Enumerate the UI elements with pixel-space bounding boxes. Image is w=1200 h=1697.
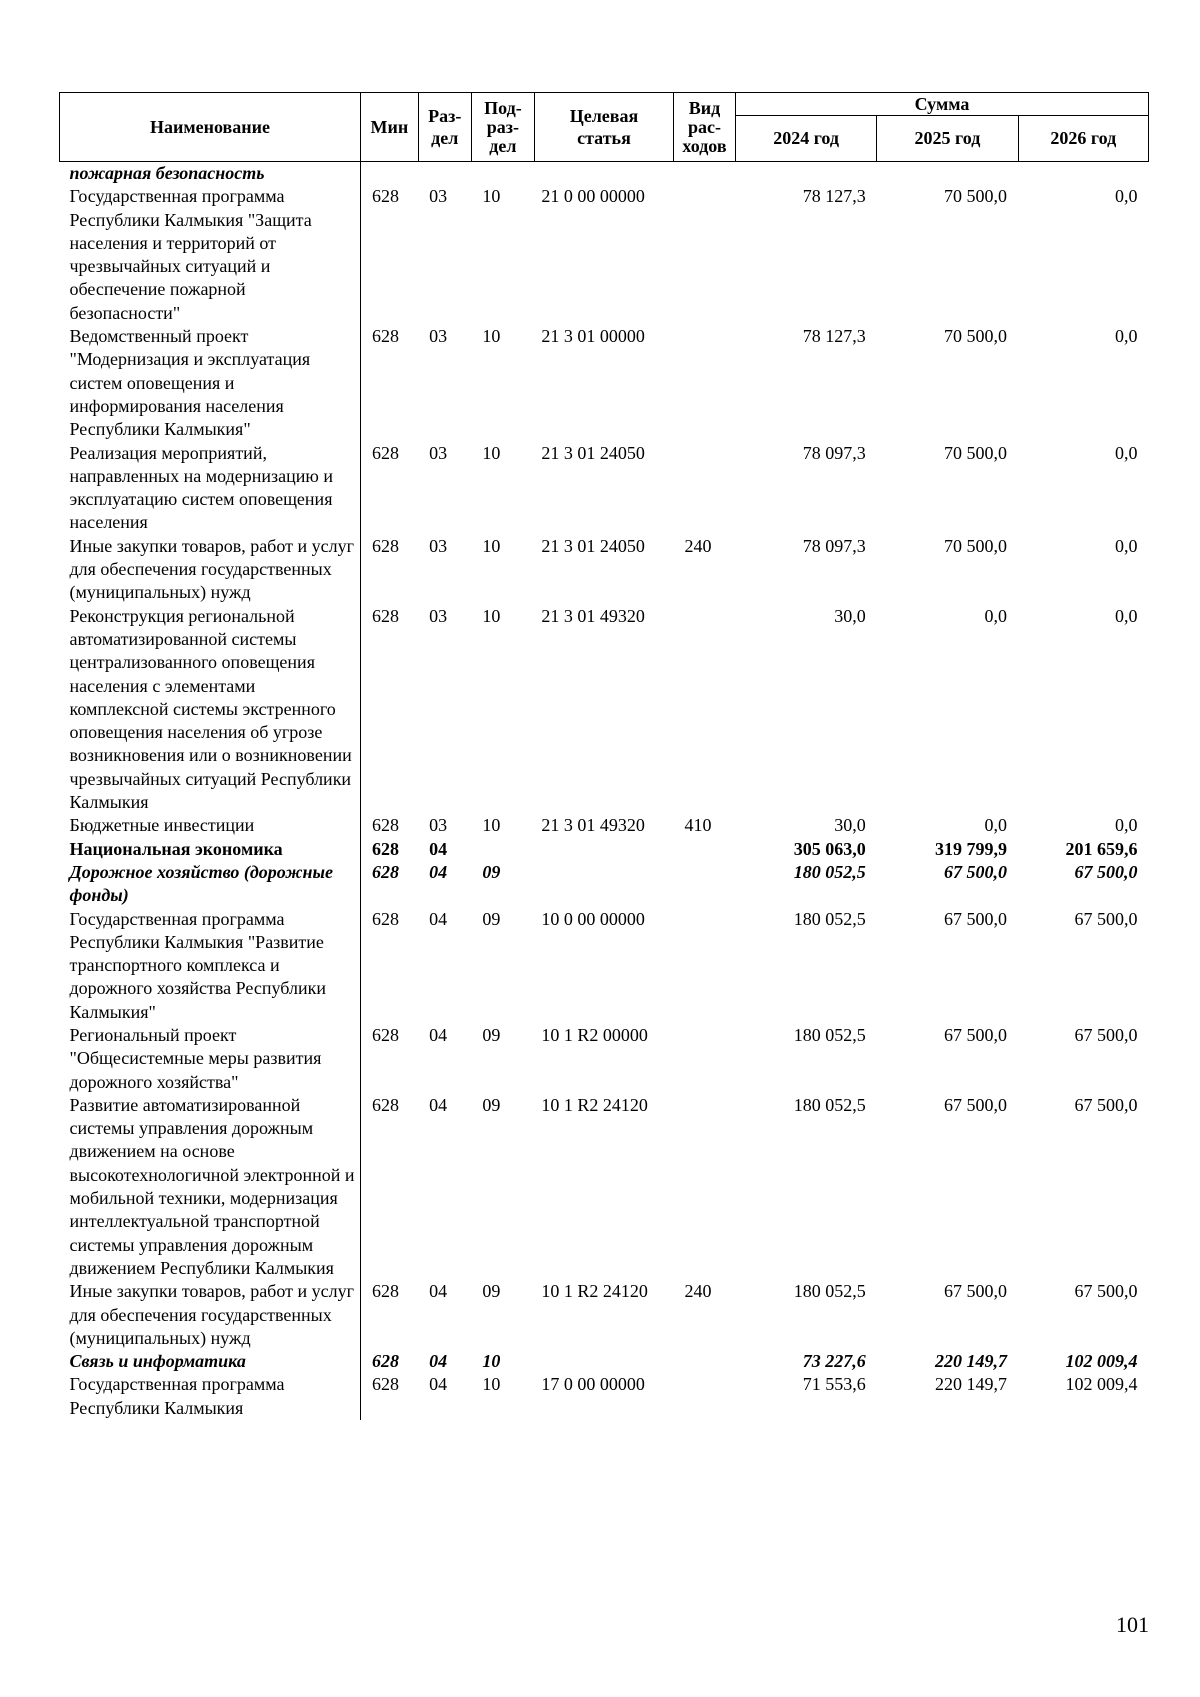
cell-razdel: 03 xyxy=(429,815,448,836)
cell-2024: 180 052,5 xyxy=(793,1281,866,1302)
cell-2026: 67 500,0 xyxy=(1074,1281,1138,1302)
cell-2025: 67 500,0 xyxy=(944,1094,1008,1115)
cell-name: Иные закупки товаров, работ и услуг для обеспечения государственных (муниципальных) нужд xyxy=(60,1280,361,1350)
header-summa: Сумма xyxy=(735,93,1148,116)
cell-podrazdel xyxy=(471,162,534,186)
cell-min: 628 xyxy=(372,1351,400,1372)
cell-name: Развитие автоматизированной системы управления дорожным движением на основе высокотехнологичной электронной и мобильной техники, модернизация интеллектуальной транспортной системы управления дорожным движением Республики Калмыкия xyxy=(60,1094,361,1280)
cell-2025: 70 500,0 xyxy=(944,442,1008,463)
cell-2025: 0,0 xyxy=(984,605,1008,626)
table-row xyxy=(60,1094,1149,1280)
cell-podrazdel: 09 xyxy=(482,1024,501,1045)
cell-target xyxy=(534,1350,673,1373)
table-row xyxy=(60,442,1149,535)
cell-name: Иные закупки товаров, работ и услуг для обеспечения государственных (муниципальных) нужд xyxy=(60,535,361,605)
cell-2024: 73 227,6 xyxy=(802,1351,866,1372)
page-number: 101 xyxy=(1116,1612,1149,1637)
cell-2025: 0,0 xyxy=(984,815,1008,836)
cell-vid: 240 xyxy=(684,1281,712,1302)
cell-2024: 78 127,3 xyxy=(802,186,866,207)
cell-name: Государственная программа Республики Калмыкия "Защита населения и территорий от чрезвычайных ситуаций и обеспечение пожарной безопасности" xyxy=(60,185,361,325)
cell-podrazdel: 10 xyxy=(482,605,501,626)
cell-podrazdel: 09 xyxy=(482,908,501,929)
cell-vid xyxy=(674,1350,736,1373)
table-row xyxy=(60,1350,1149,1373)
cell-name: Государственная программа Республики Калмыкия "Развитие транспортного комплекса и дорожного хозяйства Республики Калмыкия" xyxy=(60,908,361,1024)
cell-vid xyxy=(674,442,736,535)
cell-target: 17 0 00 00000 xyxy=(541,1374,645,1395)
cell-2024: 78 097,3 xyxy=(802,442,866,463)
cell-name: Национальная экономика xyxy=(60,838,361,861)
header-target: Целевая статья xyxy=(534,93,673,162)
table-row xyxy=(60,325,1149,441)
cell-2026: 201 659,6 xyxy=(1065,838,1138,859)
table-row xyxy=(60,1373,1149,1420)
cell-podrazdel: 10 xyxy=(482,442,501,463)
cell-2024 xyxy=(735,162,876,186)
table-row xyxy=(60,1024,1149,1094)
cell-target: 10 1 R2 24120 xyxy=(541,1281,648,1302)
cell-2026: 0,0 xyxy=(1115,186,1138,207)
cell-target xyxy=(534,838,673,861)
cell-vid xyxy=(674,605,736,815)
cell-razdel: 04 xyxy=(429,908,448,929)
cell-2026: 0,0 xyxy=(1115,815,1138,836)
cell-target: 21 3 01 24050 xyxy=(541,442,645,463)
cell-target xyxy=(534,861,673,908)
cell-2026: 0,0 xyxy=(1115,535,1138,556)
cell-2026: 0,0 xyxy=(1115,326,1138,347)
cell-podrazdel: 10 xyxy=(482,815,501,836)
cell-2025: 319 799,9 xyxy=(935,838,1008,859)
cell-vid xyxy=(674,1024,736,1094)
cell-min: 628 xyxy=(372,838,400,859)
cell-name: Дорожное хозяйство (дорожные фонды) xyxy=(60,861,361,908)
table-row xyxy=(60,861,1149,908)
cell-name: Ведомственный проект "Модернизация и эксплуатация систем оповещения и информирования населения Республики Калмыкия" xyxy=(60,325,361,441)
cell-2026: 67 500,0 xyxy=(1074,908,1138,929)
table-row xyxy=(60,185,1149,325)
cell-min: 628 xyxy=(372,1374,400,1395)
cell-razdel: 04 xyxy=(429,1351,448,1372)
cell-min: 628 xyxy=(372,442,400,463)
cell-razdel: 04 xyxy=(429,1281,448,1302)
cell-vid xyxy=(674,325,736,441)
cell-2024: 78 127,3 xyxy=(802,326,866,347)
cell-razdel: 04 xyxy=(429,1094,448,1115)
cell-vid xyxy=(674,1373,736,1420)
table-row xyxy=(60,908,1149,1024)
cell-podrazdel: 10 xyxy=(482,1351,501,1372)
cell-2024: 180 052,5 xyxy=(793,861,866,882)
cell-podrazdel: 10 xyxy=(482,326,501,347)
header-2026: 2026 год xyxy=(1018,116,1148,162)
table-row xyxy=(60,838,1149,861)
cell-min: 628 xyxy=(372,815,400,836)
cell-podrazdel xyxy=(471,838,534,861)
cell-2024: 305 063,0 xyxy=(793,838,866,859)
cell-target: 21 3 01 24050 xyxy=(541,535,645,556)
cell-min: 628 xyxy=(372,861,400,882)
cell-2024: 30,0 xyxy=(834,605,866,626)
cell-vid xyxy=(674,861,736,908)
cell-razdel: 04 xyxy=(429,861,448,882)
cell-razdel xyxy=(418,162,471,186)
cell-min: 628 xyxy=(372,535,400,556)
cell-vid xyxy=(674,162,736,186)
cell-min: 628 xyxy=(372,605,400,626)
table-row xyxy=(60,814,1149,837)
table-header xyxy=(60,93,1149,162)
cell-2026: 67 500,0 xyxy=(1074,1024,1138,1045)
header-2025: 2025 год xyxy=(877,116,1018,162)
cell-target: 21 3 01 49320 xyxy=(541,605,645,626)
cell-vid xyxy=(674,185,736,325)
cell-razdel: 04 xyxy=(429,1374,448,1395)
cell-min xyxy=(361,162,419,186)
header-min: Мин xyxy=(361,93,419,162)
cell-podrazdel: 10 xyxy=(482,186,501,207)
cell-2026: 102 009,4 xyxy=(1065,1374,1138,1395)
cell-razdel: 03 xyxy=(429,535,448,556)
cell-name: Реализация мероприятий, направленных на модернизацию и эксплуатацию систем оповещения населения xyxy=(60,442,361,535)
cell-vid: 410 xyxy=(684,815,712,836)
cell-podrazdel: 10 xyxy=(482,1374,501,1395)
cell-vid: 240 xyxy=(684,535,712,556)
header-razdel: Раз- дел xyxy=(418,93,471,162)
table-row xyxy=(60,535,1149,605)
cell-2024: 30,0 xyxy=(834,815,866,836)
cell-2026: 67 500,0 xyxy=(1074,861,1138,882)
cell-2025: 70 500,0 xyxy=(944,186,1008,207)
cell-target: 10 0 00 00000 xyxy=(541,908,645,929)
budget-table xyxy=(59,92,1149,1420)
table-row xyxy=(60,605,1149,815)
cell-2024: 78 097,3 xyxy=(802,535,866,556)
cell-2025: 67 500,0 xyxy=(944,908,1008,929)
header-name: Наименование xyxy=(60,93,361,162)
cell-min: 628 xyxy=(372,1094,400,1115)
cell-2026: 0,0 xyxy=(1115,605,1138,626)
cell-min: 628 xyxy=(372,908,400,929)
cell-razdel: 03 xyxy=(429,326,448,347)
cell-podrazdel: 09 xyxy=(482,861,501,882)
cell-target: 10 1 R2 00000 xyxy=(541,1024,648,1045)
cell-target: 21 3 01 00000 xyxy=(541,326,645,347)
cell-razdel: 03 xyxy=(429,442,448,463)
cell-target xyxy=(534,162,673,186)
cell-razdel: 03 xyxy=(429,186,448,207)
cell-2025: 67 500,0 xyxy=(944,1281,1008,1302)
cell-min: 628 xyxy=(372,326,400,347)
cell-2024: 180 052,5 xyxy=(793,908,866,929)
cell-min: 628 xyxy=(372,186,400,207)
header-2024: 2024 год xyxy=(735,116,876,162)
cell-2025: 220 149,7 xyxy=(935,1351,1008,1372)
cell-2024: 71 553,6 xyxy=(802,1374,866,1395)
cell-name: пожарная безопасность xyxy=(60,162,361,186)
cell-razdel: 03 xyxy=(429,605,448,626)
table-body xyxy=(60,162,1149,1421)
cell-2025: 67 500,0 xyxy=(944,861,1008,882)
cell-vid xyxy=(674,1094,736,1280)
cell-podrazdel: 09 xyxy=(482,1281,501,1302)
cell-2026: 67 500,0 xyxy=(1074,1094,1138,1115)
cell-name: Региональный проект "Общесистемные меры развития дорожного хозяйства" xyxy=(60,1024,361,1094)
cell-vid xyxy=(674,908,736,1024)
table-row xyxy=(60,162,1149,186)
cell-2025: 70 500,0 xyxy=(944,535,1008,556)
cell-name: Бюджетные инвестиции xyxy=(60,814,361,837)
cell-target: 10 1 R2 24120 xyxy=(541,1094,648,1115)
cell-vid xyxy=(674,838,736,861)
cell-podrazdel: 09 xyxy=(482,1094,501,1115)
header-vid: Вид рас- ходов xyxy=(674,93,736,162)
cell-2026 xyxy=(1018,162,1148,186)
cell-target: 21 0 00 00000 xyxy=(541,186,645,207)
cell-2024: 180 052,5 xyxy=(793,1094,866,1115)
cell-2025: 70 500,0 xyxy=(944,326,1008,347)
cell-2025: 220 149,7 xyxy=(935,1374,1008,1395)
cell-2025 xyxy=(877,162,1018,186)
cell-2026: 0,0 xyxy=(1115,442,1138,463)
cell-target: 21 3 01 49320 xyxy=(541,815,645,836)
cell-name: Реконструкция региональной автоматизированной системы централизованного оповещения населения с элементами комплексной системы экстренного оповещения населения об угрозе возникновения или о возникновении чрезвычайных ситуаций Республики Калмыкия xyxy=(60,605,361,815)
cell-2026: 102 009,4 xyxy=(1065,1351,1138,1372)
cell-name: Государственная программа Республики Калмыкия xyxy=(60,1373,361,1420)
cell-razdel: 04 xyxy=(429,1024,448,1045)
cell-min: 628 xyxy=(372,1281,400,1302)
header-podrazdel: Под- раз- дел xyxy=(471,93,534,162)
cell-razdel: 04 xyxy=(429,838,448,859)
cell-min: 628 xyxy=(372,1024,400,1045)
cell-name: Связь и информатика xyxy=(60,1350,361,1373)
table-row xyxy=(60,1280,1149,1350)
cell-podrazdel: 10 xyxy=(482,535,501,556)
cell-2024: 180 052,5 xyxy=(793,1024,866,1045)
cell-2025: 67 500,0 xyxy=(944,1024,1008,1045)
